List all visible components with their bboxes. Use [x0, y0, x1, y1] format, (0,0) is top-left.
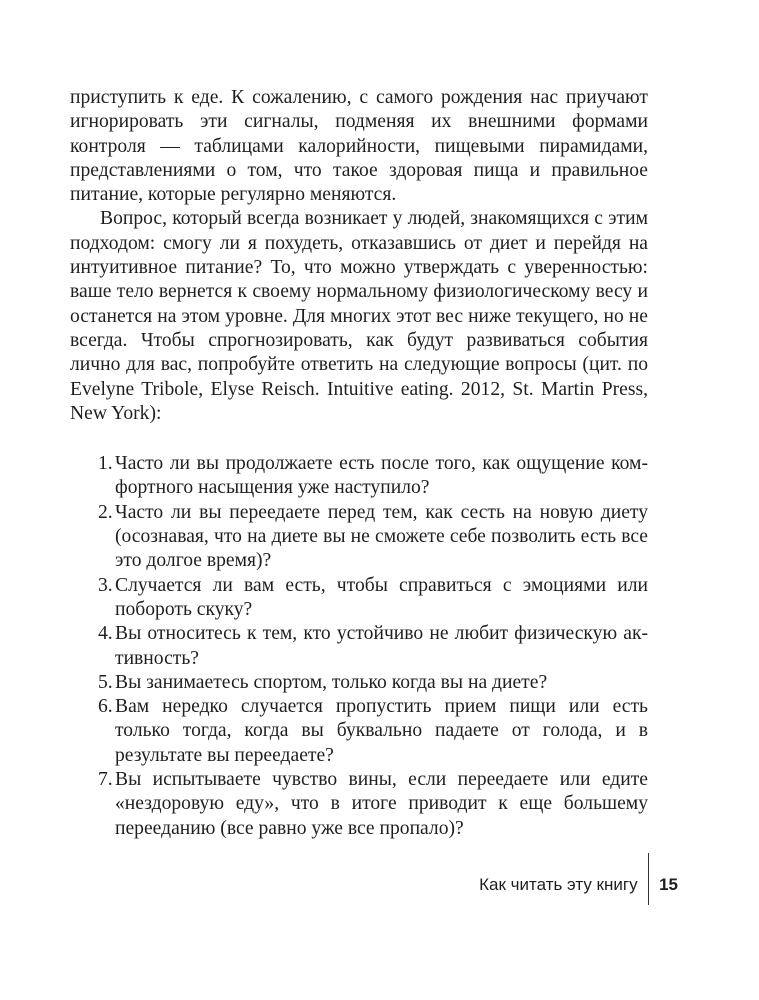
- list-item: [98, 452, 648, 501]
- paragraph: приступить к еде. К сожалению, с самого рождения нас приучают игнорировать эти сигналы, подменяя их внешними формами контроля — таблицами калорийности, пищевыми пирамидами, представлениями о том, что такое здоровая пища и правильное питание, которые регулярно меняются.: [70, 87, 648, 206]
- list-item: [98, 501, 648, 574]
- page-footer: [479, 853, 678, 905]
- list-number: 3.: [98, 574, 113, 596]
- list-text: Вы относитесь к тем, кто устойчиво не любит физическую активность?: [115, 623, 648, 669]
- list-number: 2.: [98, 501, 113, 523]
- list-text: Часто ли вы переедаете перед тем, как сесть на новую диету (осознавая, что на диете вы не сможете себе позволить есть все это долгое время)?: [115, 501, 648, 572]
- list-item: [98, 622, 648, 671]
- list-text: Вам нередко случается пропустить прием пищи или есть только тогда, когда вы буквально падаете от голода, и в результате вы переедаете?: [115, 696, 648, 766]
- list-text: Вы занимаетесь спортом, только когда вы на диете?: [115, 671, 548, 693]
- questions-list: [70, 452, 648, 841]
- list-number: 1.: [98, 453, 113, 475]
- list-number: 7.: [98, 769, 113, 791]
- list-number: 5.: [98, 671, 113, 693]
- list-text: Случается ли вам есть, чтобы справиться с эмоциями или побороть скуку?: [115, 574, 648, 620]
- running-header: Как читать эту книгу: [479, 875, 638, 894]
- page-body: [70, 86, 648, 841]
- list-item: [98, 574, 648, 623]
- page-number: 15: [659, 875, 678, 894]
- list-number: 4.: [98, 623, 113, 645]
- list-text: Часто ли вы продолжаете есть после того, как ощущение комфортного насыщения уже наступило?: [115, 453, 648, 499]
- list-item: [98, 695, 648, 768]
- paragraph: Вопрос, который всегда возникает у людей, знакомящихся с этим подходом: смогу ли я похудеть, отказавшись от диет и перейдя на интуитивное питание? То, что можно утверждать с уверенностью: ваше тело вернется к своему нормальному физиологическому весу и останется на этом уровне. Для многих этот вес ниже текущего, но не всегда. Чтобы спрогнозировать, как будут развиваться события лично для вас, попробуйте ответить на следующие вопросы (цит. по Evelyne Tribole, Elyse Reisch. Intuitive eating. 2012, St. Martin Press, New York):: [70, 208, 648, 424]
- list-item: [98, 768, 648, 841]
- list-item: [98, 671, 648, 695]
- footer-divider: [648, 853, 650, 905]
- list-number: 6.: [98, 696, 113, 718]
- list-text: Вы испытываете чувство вины, если переедаете или едите «нездоровую еду», что в итоге приводит к еще большему перееданию (все равно уже все пропало)?: [115, 769, 648, 839]
